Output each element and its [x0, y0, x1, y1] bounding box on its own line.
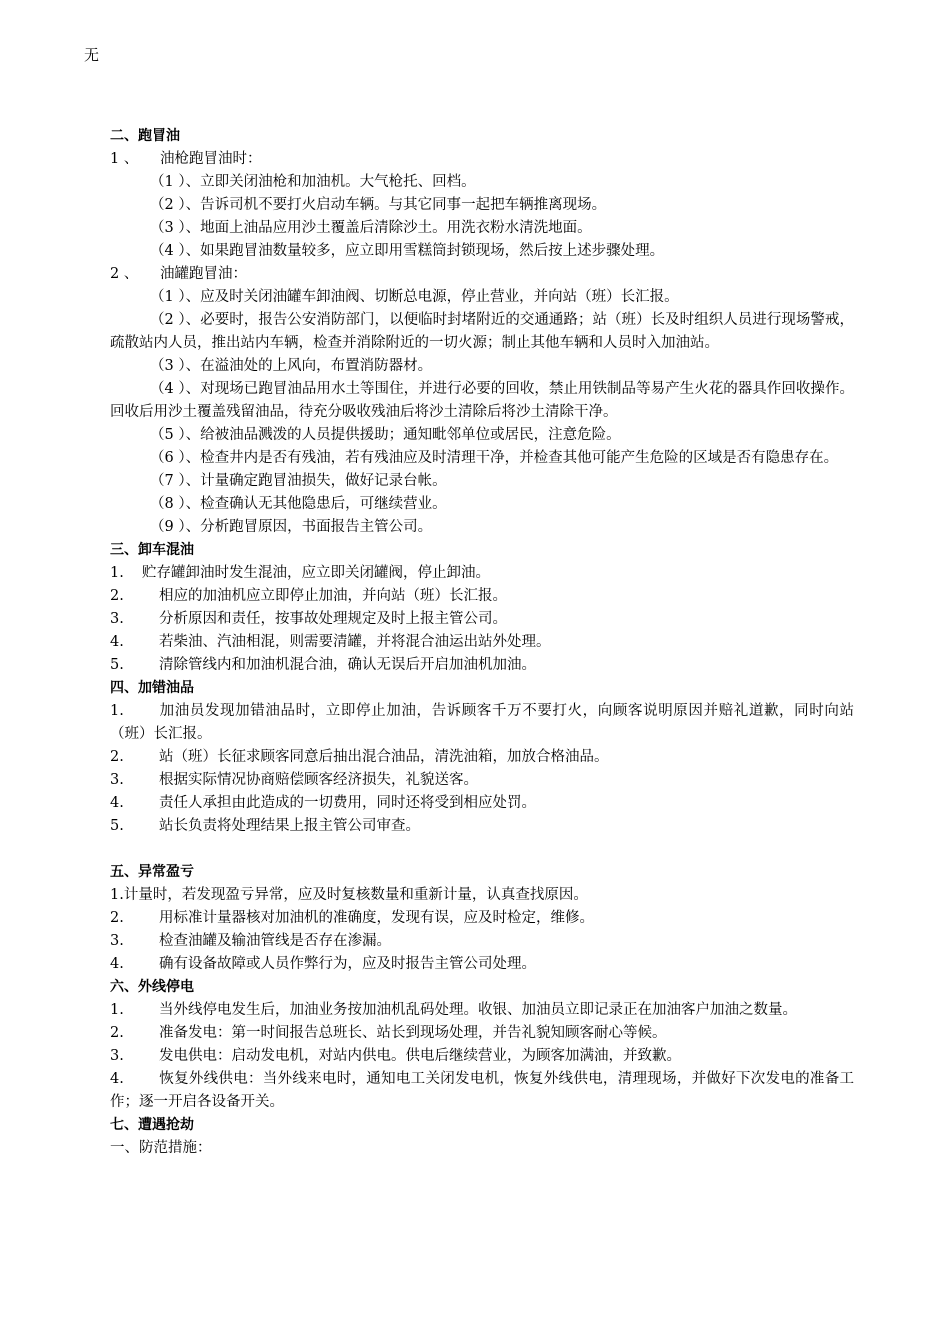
subsection-number: 2 、: [110, 266, 139, 282]
item-text: 当外线停电发生后，加油业务按加油机乱码处理。收银、加油员立即记录正在加油客户加油之数量。: [159, 1002, 797, 1018]
section-title-abnormal-loss: 五、异常盈亏: [110, 864, 194, 880]
item-number: 4.: [110, 795, 124, 811]
subsection-heading: [110, 263, 854, 286]
list-item: （2 ）、必要时，报告公安消防部门，以便临时封堵附近的交通通路；站（班）长及时组织人员进行现场警戒，疏散站内人员，推出站内车辆，检查并消除附近的一切火源；制止其他车辆和人员时入加油站。: [110, 312, 854, 351]
item-number: 5.: [110, 657, 124, 673]
item-number: 3.: [110, 772, 124, 788]
item-number: 2.: [110, 910, 124, 926]
item-text: 检查油罐及输油管线是否存在渗漏。: [159, 933, 391, 949]
item-text: 站（班）长征求顾客同意后抽出混合油品，清洗油箱，加放合格油品。: [159, 749, 609, 765]
subsection-heading: [110, 148, 854, 171]
item-number: 2.: [110, 588, 124, 604]
item-text: 加油员发现加错油品时，立即停止加油，告诉顾客千万不要打火，向顾客说明原因并赔礼道歉，同时向站（班）长汇报。: [110, 703, 854, 742]
item-text: 恢复外线供电：当外线来电时，通知电工关闭发电机，恢复外线供电，清理现场，并做好下次发电的准备工作；逐一开启各设备开关。: [110, 1071, 854, 1110]
item-text: 责任人承担由此造成的一切费用，同时还将受到相应处罚。: [159, 795, 536, 811]
list-item: （1 ）、立即关闭油枪和加油机。大气枪托、回档。: [150, 174, 476, 190]
subsection-title: 油罐跑冒油：: [160, 266, 247, 282]
numbered-item: [110, 953, 854, 976]
section-title-power-outage: 六、外线停电: [110, 979, 194, 995]
numbered-item: [110, 654, 854, 677]
subsection-title: 油枪跑冒油时：: [160, 151, 262, 167]
section-title-mixed-oil: 三、卸车混油: [110, 542, 194, 558]
item-text: 分析原因和责任，按事故处理规定及时上报主管公司。: [159, 611, 507, 627]
list-item: （7 ）、计量确定跑冒油损失，做好记录台帐。: [150, 473, 447, 489]
numbered-item: [110, 792, 854, 815]
numbered-item: [110, 999, 854, 1022]
item-number: 2.: [110, 749, 124, 765]
item-text: 用标准计量器核对加油机的准确度，发现有误，应及时检定，维修。: [159, 910, 594, 926]
numbered-item: [110, 631, 854, 654]
numbered-item: 1.计量时，若发现盈亏异常，应及时复核数量和重新计量，认真查找原因。: [110, 887, 588, 903]
numbered-item: [110, 608, 854, 631]
numbered-item: [110, 746, 854, 769]
list-item: （2 ）、告诉司机不要打火启动车辆。与其它同事一起把车辆推离现场。: [150, 197, 607, 213]
list-item: （4 ）、如果跑冒油数量较多，应立即用雪糕筒封锁现场，然后按上述步骤处理。: [150, 243, 665, 259]
numbered-item: [110, 700, 854, 746]
item-text: 相应的加油机应立即停止加油，并向站（班）长汇报。: [159, 588, 507, 604]
item-text: 发电供电：启动发电机，对站内供电。供电后继续营业，为顾客加满油，并致歉。: [159, 1048, 681, 1064]
item-number: 3.: [110, 611, 124, 627]
item-number: 3.: [110, 933, 124, 949]
item-number: 1.: [110, 1002, 124, 1018]
item-text: 根据实际情况协商赔偿顾客经济损失，礼貌送客。: [159, 772, 478, 788]
item-text: 贮存罐卸油时发生混油，应立即关闭罐阀，停止卸油。: [142, 565, 490, 581]
numbered-item: [110, 907, 854, 930]
numbered-item: [110, 769, 854, 792]
blank-line: [110, 838, 854, 861]
list-item: （9 ）、分析跑冒原因，书面报告主管公司。: [150, 519, 433, 535]
item-text: 清除管线内和加油机混合油，确认无误后开启加油机加油。: [159, 657, 536, 673]
subsection-number: 1 、: [110, 151, 139, 167]
item-text: 站长负责将处理结果上报主管公司审查。: [159, 818, 420, 834]
list-item: （6 ）、检查井内是否有残油，若有残油应及时清理干净，并检查其他可能产生危险的区域是否有隐患存在。: [150, 450, 839, 466]
list-item: （5 ）、给被油品溅泼的人员提供援助；通知毗邻单位或居民，注意危险。: [150, 427, 621, 443]
item-number: 5.: [110, 818, 124, 834]
numbered-item: [110, 562, 854, 585]
list-item: （4 ）、对现场已跑冒油品用水土等围住，并进行必要的回收，禁止用铁制品等易产生火花的器具作回收操作。回收后用沙土覆盖残留油品，待充分吸收残油后将沙土清除后将沙土清除干净。: [110, 381, 854, 420]
numbered-item: [110, 1045, 854, 1068]
document-body: [110, 125, 854, 1160]
list-item: （1 ）、应及时关闭油罐车卸油阀、切断总电源，停止营业，并向站（班）长汇报。: [150, 289, 679, 305]
item-number: 1.: [110, 703, 124, 719]
list-item: （8 ）、检查确认无其他隐患后，可继续营业。: [150, 496, 447, 512]
item-number: 2.: [110, 1025, 124, 1041]
subsection-heading: 一、防范措施：: [110, 1140, 212, 1156]
item-number: 4.: [110, 634, 124, 650]
numbered-item: [110, 1022, 854, 1045]
item-text: 确有设备故障或人员作弊行为，应及时报告主管公司处理。: [159, 956, 536, 972]
item-number: 3.: [110, 1048, 124, 1064]
section-title-overflow: 二、跑冒油: [110, 128, 180, 144]
numbered-item: [110, 1068, 854, 1114]
item-text: 若柴油、汽油相混，则需要清罐，并将混合油运出站外处理。: [159, 634, 551, 650]
list-item: （3 ）、地面上油品应用沙土覆盖后清除沙土。用洗衣粉水清洗地面。: [150, 220, 592, 236]
item-number: 4.: [110, 1071, 124, 1087]
section-title-robbery: 七、遭遇抢劫: [110, 1117, 194, 1133]
section-title-wrong-fuel: 四、加错油品: [110, 680, 194, 696]
item-text: 准备发电：第一时间报告总班长、站长到现场处理，并告礼貌知顾客耐心等候。: [159, 1025, 667, 1041]
item-number: 1.: [110, 565, 124, 581]
numbered-item: [110, 815, 854, 838]
list-item: （3 ）、在溢油处的上风向，布置消防器材。: [150, 358, 433, 374]
page-header: 无: [84, 46, 100, 64]
item-number: 4.: [110, 956, 124, 972]
numbered-item: [110, 585, 854, 608]
numbered-item: [110, 930, 854, 953]
